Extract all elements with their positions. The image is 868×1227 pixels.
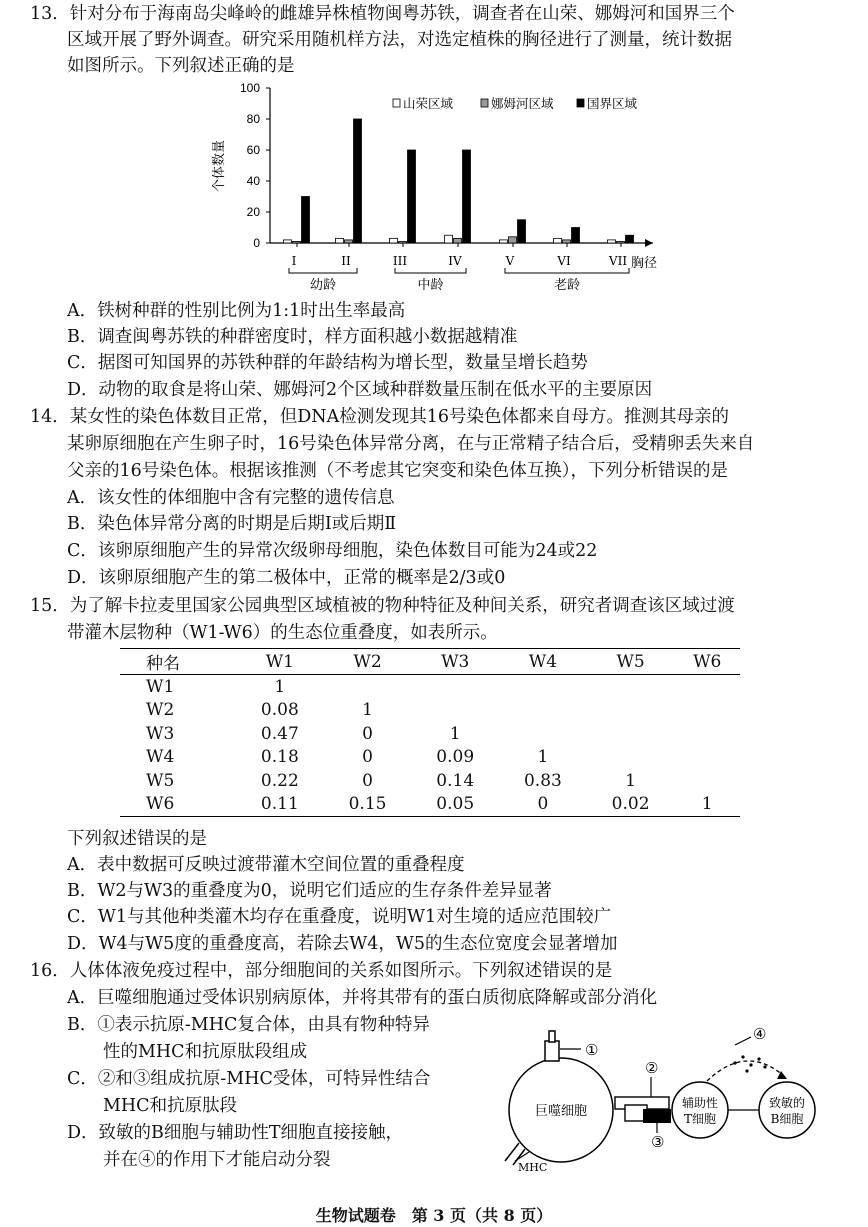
bar-1-5 bbox=[500, 240, 508, 243]
bar-3-1 bbox=[302, 197, 310, 244]
overlap-cell bbox=[587, 722, 675, 746]
table-header-row bbox=[120, 649, 740, 675]
x-tick-label: IV bbox=[448, 254, 462, 268]
overlap-cell bbox=[411, 675, 499, 699]
group-bracket bbox=[289, 268, 357, 273]
q15-option-b: B．W2与W3的重叠度为0，说明它们适应的生存条件差异显著 bbox=[67, 881, 552, 901]
overlap-cell: 0.18 bbox=[260, 747, 299, 768]
table-header-cell: W1 bbox=[265, 651, 294, 672]
receptor-3-shape bbox=[643, 1109, 671, 1123]
bar-3-7 bbox=[626, 235, 634, 243]
x-tick-label: II bbox=[341, 254, 351, 268]
overlap-cell bbox=[674, 769, 740, 793]
row-species-label: W5 bbox=[146, 770, 175, 791]
b-cell-label-2: B细胞 bbox=[770, 1112, 804, 1126]
q16-option-a: A．巨噬细胞通过受体识别病原体，并将其带有的蛋白质彻底降解或部分消化 bbox=[67, 988, 658, 1008]
table-header-cell: W6 bbox=[693, 651, 722, 672]
bar-2-6 bbox=[563, 240, 571, 243]
row-species-label: W1 bbox=[146, 676, 175, 697]
table-row bbox=[120, 675, 740, 699]
q13-line-3: 如图所示。下列叙述正确的是 bbox=[67, 56, 295, 76]
x-axis-arrow bbox=[645, 239, 653, 247]
overlap-cell bbox=[674, 746, 740, 770]
helper-t-label-2: T细胞 bbox=[683, 1112, 717, 1126]
y-tick-label: 100 bbox=[239, 81, 260, 95]
overlap-cell: 1 bbox=[625, 770, 636, 791]
q15-option-d: D．W4与W5度的重叠度高，若除去W4，W5的生态位宽度会显著增加 bbox=[67, 934, 618, 954]
overlap-cell bbox=[674, 699, 740, 723]
q16-option-d-2: 并在④的作用下才能启动分裂 bbox=[103, 1150, 331, 1170]
y-tick-label: 40 bbox=[246, 174, 260, 188]
overlap-cell: 0.02 bbox=[611, 794, 650, 815]
bar-3-2 bbox=[354, 119, 362, 243]
bar-2-4 bbox=[454, 238, 462, 243]
overlap-cell bbox=[587, 699, 675, 723]
q13-option-a: A．铁树种群的性别比例为1:1时出生率最高 bbox=[67, 301, 406, 321]
bar-3-6 bbox=[572, 228, 580, 244]
overlap-cell: 1 bbox=[537, 747, 549, 768]
y-axis-label: 个体数量 bbox=[212, 139, 227, 193]
bar-2-1 bbox=[293, 241, 301, 243]
niche-overlap-table bbox=[120, 648, 740, 817]
diameter-bar-chart bbox=[205, 78, 665, 300]
bar-3-3 bbox=[408, 150, 416, 243]
table-row bbox=[120, 769, 740, 793]
legend-swatch-3 bbox=[577, 99, 584, 107]
bar-3-4 bbox=[463, 150, 471, 243]
q15-stem: 下列叙述错误的是 bbox=[67, 829, 207, 849]
y-tick-label: 0 bbox=[253, 236, 260, 250]
q14-option-d: D．该卵原细胞产生的第二极体中，正常的概率是2/3或0 bbox=[67, 568, 506, 588]
y-tick-label: 20 bbox=[246, 205, 260, 219]
overlap-cell: 0 bbox=[362, 747, 373, 768]
macrophage-label: 巨噬细胞 bbox=[534, 1104, 588, 1119]
overlap-cell bbox=[499, 675, 587, 699]
row-species-label: W2 bbox=[146, 700, 175, 721]
q16-line-1: 16．人体体液免疫过程中，部分细胞间的关系如图所示。下列叙述错误的是 bbox=[30, 961, 613, 981]
row-species-label: W6 bbox=[146, 794, 175, 815]
q14-line-1: 14．某女性的染色体数目正常，但DNA检测发现其16号染色体都来自母方。推测其母亲的 bbox=[30, 407, 730, 427]
x-tick-label: I bbox=[291, 254, 297, 268]
q15-option-c: C．W1与其他种类灌木均存在重叠度，说明W1对生境的适应范围较广 bbox=[67, 907, 612, 927]
bar-2-5 bbox=[509, 237, 517, 243]
x-tick-label: VII bbox=[608, 254, 628, 268]
q14-line-3: 父亲的16号染色体。根据该推测（不考虑其它突变和染色体互换），下列分析错误的是 bbox=[67, 461, 729, 481]
legend-swatch-1 bbox=[393, 99, 400, 107]
overlap-cell: 0.22 bbox=[260, 770, 299, 791]
q13-option-b: B．调查闽粤苏铁的种群密度时，样方面积越小数据越精准 bbox=[67, 327, 518, 347]
bar-1-4 bbox=[445, 235, 453, 243]
group-label: 老龄 bbox=[553, 278, 581, 293]
table-header-cell: W5 bbox=[616, 651, 645, 672]
q13-option-d: D．动物的取食是将山荣、娜姆河2个区域种群数量压制在低水平的主要原因 bbox=[67, 380, 653, 400]
q16-option-d-1: D．致敏的B细胞与辅助性T细胞直接接触， bbox=[67, 1123, 404, 1143]
y-tick-label: 60 bbox=[246, 143, 260, 157]
cytokine-dot bbox=[757, 1057, 760, 1060]
cytokine-dot bbox=[749, 1063, 752, 1066]
overlap-cell: 0.14 bbox=[436, 770, 475, 791]
overlap-cell bbox=[674, 722, 740, 746]
marker-3: ③ bbox=[651, 1133, 665, 1151]
overlap-cell: 1 bbox=[274, 676, 286, 697]
group-bracket bbox=[505, 268, 629, 273]
group-label: 中龄 bbox=[417, 278, 444, 293]
row-species-label: W4 bbox=[146, 747, 175, 768]
overlap-cell: 0 bbox=[362, 723, 373, 744]
overlap-cell bbox=[674, 675, 740, 699]
bar-2-7 bbox=[617, 241, 625, 243]
antigen-peptide-shape bbox=[549, 1031, 555, 1042]
x-axis-label: 胸径 bbox=[631, 256, 658, 271]
bar-1-3 bbox=[390, 238, 398, 243]
immune-cell-diagram bbox=[485, 1015, 845, 1175]
bar-1-7 bbox=[608, 240, 616, 243]
q16-option-b-2: 性的MHC和抗原肽段组成 bbox=[103, 1042, 308, 1062]
overlap-cell bbox=[324, 675, 412, 699]
q15-line-2: 带灌木层物种（W1-W6）的生态位重叠度，如表所示。 bbox=[67, 623, 498, 643]
cytokine-dot bbox=[733, 1061, 736, 1064]
bar-2-2 bbox=[345, 240, 353, 243]
b-cell bbox=[759, 1082, 815, 1138]
overlap-cell: 1 bbox=[701, 794, 713, 815]
mhc-label: MHC bbox=[518, 1161, 548, 1174]
q15-option-a: A．表中数据可反映过渡带灌木空间位置的重叠程度 bbox=[67, 855, 465, 875]
marker-4-line bbox=[735, 1037, 751, 1045]
q13-line-1: 13．针对分布于海南岛尖峰岭的雌雄异株植物闽粤苏铁，调查者在山荣、娜姆河和国界三个 bbox=[30, 4, 735, 24]
cytokine-dot bbox=[741, 1055, 744, 1058]
q14-option-a: A．该女性的体细胞中含有完整的遗传信息 bbox=[67, 488, 395, 508]
bar-3-5 bbox=[518, 220, 526, 243]
x-tick-label: III bbox=[392, 254, 408, 268]
overlap-cell: 1 bbox=[449, 723, 461, 744]
q16-option-b-1: B．①表示抗原-MHC复合体，由具有物种特异 bbox=[67, 1015, 430, 1035]
overlap-cell: 1 bbox=[362, 700, 373, 721]
q14-line-2: 某卵原细胞在产生卵子时，16号染色体异常分离，在与正常精子结合后，受精卵丢失来自 bbox=[67, 434, 755, 454]
table-header-cell: W2 bbox=[353, 651, 382, 672]
legend-swatch-2 bbox=[481, 99, 488, 107]
overlap-cell: 0.05 bbox=[436, 794, 475, 815]
q13-line-2: 区域开展了野外调查。研究采用随机样方法，对选定植株的胸径进行了测量，统计数据 bbox=[67, 30, 732, 50]
table-row bbox=[120, 699, 740, 723]
table-header-cell: W3 bbox=[441, 651, 470, 672]
q14-option-b: B．染色体异常分离的时期是后期Ⅰ或后期Ⅱ bbox=[67, 514, 397, 534]
overlap-cell bbox=[499, 722, 587, 746]
marker-1: ① bbox=[585, 1041, 599, 1059]
table-row bbox=[120, 722, 740, 746]
marker-4: ④ bbox=[753, 1025, 767, 1043]
cytokine-dot bbox=[763, 1065, 766, 1068]
legend-label-3: 国界区域 bbox=[587, 96, 638, 111]
group-bracket bbox=[395, 268, 466, 273]
bar-1-6 bbox=[554, 238, 562, 243]
overlap-cell: 0 bbox=[362, 770, 373, 791]
table-row bbox=[120, 793, 740, 817]
table-header-cell: 种名 bbox=[146, 654, 180, 674]
helper-t-cell bbox=[672, 1082, 728, 1138]
x-tick-label: V bbox=[505, 254, 515, 268]
bar-1-2 bbox=[336, 238, 344, 243]
overlap-cell bbox=[499, 699, 587, 723]
marker-2: ② bbox=[645, 1059, 659, 1077]
overlap-cell: 0.08 bbox=[260, 700, 299, 721]
q14-option-c: C．该卵原细胞产生的异常次级卵母细胞，染色体数目可能为24或22 bbox=[67, 541, 598, 561]
helper-t-label-1: 辅助性 bbox=[681, 1096, 719, 1110]
q15-line-1: 15．为了解卡拉麦里国家公园典型区域植被的物种特征及种间关系，研究者调查该区域过渡 bbox=[30, 596, 735, 616]
table-row bbox=[120, 746, 740, 770]
overlap-cell: 0.11 bbox=[260, 794, 299, 815]
overlap-cell bbox=[411, 699, 499, 723]
row-species-label: W3 bbox=[146, 723, 175, 744]
legend-label-1: 山荣区域 bbox=[403, 96, 454, 111]
table-header-cell: W4 bbox=[528, 651, 558, 672]
overlap-cell: 0.15 bbox=[348, 794, 387, 815]
overlap-cell: 0 bbox=[537, 794, 549, 815]
b-cell-label-1: 致敏的 bbox=[768, 1096, 806, 1110]
x-tick-label: VI bbox=[557, 254, 571, 268]
overlap-cell: 0.47 bbox=[260, 723, 299, 744]
q13-option-c: C．据图可知国界的苏铁种群的年龄结构为增长型，数量呈增长趋势 bbox=[67, 353, 588, 373]
overlap-cell: 0.09 bbox=[436, 747, 475, 768]
y-tick-label: 80 bbox=[246, 112, 260, 126]
antigen-mhc-complex-shape bbox=[545, 1041, 559, 1061]
bar-1-1 bbox=[284, 240, 292, 243]
overlap-cell bbox=[587, 746, 675, 770]
overlap-cell bbox=[587, 675, 675, 699]
bar-2-3 bbox=[399, 241, 407, 243]
legend-label-2: 娜姆河区域 bbox=[491, 96, 554, 111]
overlap-cell: 0.83 bbox=[523, 770, 562, 791]
q16-option-c-2: MHC和抗原肽段 bbox=[103, 1096, 238, 1116]
cytokine-dot bbox=[745, 1069, 748, 1072]
group-label: 幼龄 bbox=[309, 278, 337, 293]
q16-option-c-1: C．②和③组成抗原-MHC受体，可特异性结合 bbox=[67, 1069, 431, 1089]
page-footer: 生物试题卷 第 3 页（共 8 页） bbox=[315, 1206, 553, 1225]
